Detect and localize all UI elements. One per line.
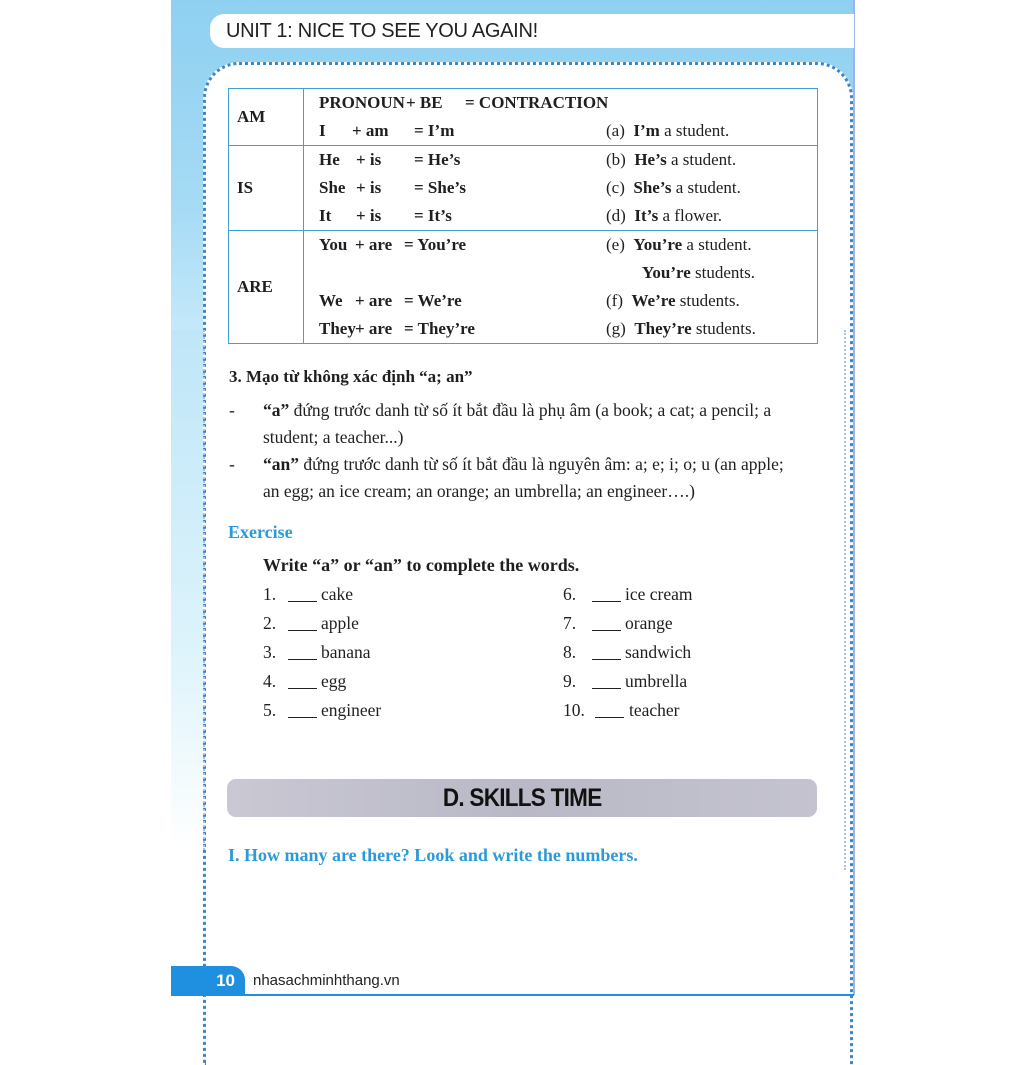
- example-label: (g): [606, 319, 626, 338]
- table-row: [304, 174, 817, 202]
- table-group-are: [229, 231, 818, 344]
- item-word: egg: [321, 671, 347, 691]
- answer-blank[interactable]: [595, 717, 624, 718]
- example-bold: He’s: [634, 150, 667, 169]
- example-label: (f): [606, 291, 623, 310]
- table-content: [304, 146, 818, 231]
- be-form: + am: [352, 121, 389, 140]
- be-form: + are: [355, 319, 393, 338]
- example-bold: It’s: [634, 206, 659, 225]
- contraction: = I’m: [414, 121, 455, 140]
- table-content: [304, 89, 818, 146]
- item-number: 9.: [563, 671, 577, 691]
- table-row: [304, 117, 817, 145]
- be-form: + are: [355, 291, 393, 310]
- be-form: + is: [356, 206, 382, 225]
- be-cell: ARE: [229, 231, 304, 344]
- contraction: = It’s: [414, 206, 452, 225]
- example-label: (c): [606, 178, 625, 197]
- item-number: 5.: [263, 700, 277, 720]
- footer-rule: [171, 994, 854, 996]
- unit-header: [210, 14, 854, 48]
- example-label: (b): [606, 150, 626, 169]
- frame-left-dots: [203, 330, 205, 850]
- example: [606, 150, 736, 170]
- answer-blank[interactable]: [592, 630, 621, 631]
- pronoun: It: [319, 206, 332, 225]
- example-bold: She’s: [633, 178, 672, 197]
- table-row: [304, 259, 817, 287]
- answer-blank[interactable]: [288, 717, 317, 718]
- be-form: + is: [356, 150, 382, 169]
- item-word: apple: [321, 613, 359, 633]
- example-bold: You’re: [642, 263, 691, 282]
- table-content: [304, 231, 818, 344]
- example-rest: a flower.: [658, 206, 722, 225]
- pronoun: He: [319, 150, 340, 169]
- bullet-line2: an egg; an ice cream; an orange; an umbrella; an engineer….): [263, 481, 695, 501]
- left-margin-strip: [171, 330, 206, 850]
- page-edge: [853, 0, 855, 995]
- exercise-title: Exercise: [228, 522, 293, 542]
- item-word: teacher: [629, 700, 680, 720]
- item-number: 6.: [563, 584, 577, 604]
- unit-title: UNIT 1: NICE TO SEE YOU AGAIN!: [226, 19, 538, 42]
- example-label: (a): [606, 121, 625, 140]
- example: [606, 291, 740, 311]
- example-rest: students.: [675, 291, 740, 310]
- example: [606, 206, 722, 226]
- answer-blank[interactable]: [288, 659, 317, 660]
- answer-blank[interactable]: [288, 630, 317, 631]
- section-banner: [227, 779, 817, 817]
- publisher-site: nhasachminhthang.vn: [253, 972, 400, 989]
- example-rest: a student.: [682, 235, 752, 254]
- item-number: 7.: [563, 613, 577, 633]
- contraction: = They’re: [404, 319, 475, 338]
- table-group-am: [229, 89, 818, 146]
- bullet-dash: -: [229, 454, 235, 474]
- item-word: engineer: [321, 700, 382, 720]
- contraction: = You’re: [404, 235, 467, 254]
- contraction: = He’s: [414, 150, 461, 169]
- bullet-line1: đứng trước danh từ số ít bắt đầu là nguyên âm: a; e; i; o; u (an apple;: [298, 454, 784, 474]
- contraction-table: [228, 88, 818, 344]
- example-rest: a student.: [666, 150, 737, 169]
- page-number: 10: [216, 970, 235, 990]
- answer-blank[interactable]: [288, 688, 317, 689]
- example-label: (e): [606, 235, 625, 254]
- be-form: + are: [355, 235, 393, 254]
- example-bold: I’m: [633, 121, 660, 140]
- item-number: 3.: [263, 642, 277, 662]
- table-row: [304, 287, 817, 315]
- pronoun: She: [319, 178, 346, 197]
- bullet-line1: đứng trước danh từ số ít bắt đầu là phụ âm (a book; a cat; a pencil; a: [289, 400, 772, 420]
- table-group-is: [229, 146, 818, 231]
- be-form: + is: [356, 178, 382, 197]
- item-number: 8.: [563, 642, 577, 662]
- bullet-text: [263, 397, 823, 451]
- example-bold: They’re: [634, 319, 692, 338]
- item-word: umbrella: [625, 671, 688, 691]
- pronoun: I: [319, 121, 326, 140]
- example: [606, 319, 756, 339]
- table-row: [304, 315, 817, 343]
- contraction: = She’s: [414, 178, 467, 197]
- item-word: banana: [321, 642, 371, 662]
- item-number: 1.: [263, 584, 277, 604]
- example-rest: students.: [691, 319, 756, 338]
- bullet-text: [263, 451, 823, 505]
- answer-blank[interactable]: [592, 601, 621, 602]
- section-title: 3. Mạo từ không xác định “a; an”: [229, 367, 473, 386]
- contraction: = We’re: [404, 291, 462, 310]
- table-header-row: [304, 89, 817, 117]
- example-rest: a student.: [671, 178, 741, 197]
- page-number-tab: [171, 966, 245, 995]
- answer-blank[interactable]: [288, 601, 317, 602]
- skills-question: I. How many are there? Look and write the numbers.: [228, 845, 638, 865]
- answer-blank[interactable]: [592, 659, 621, 660]
- table-row: [304, 231, 817, 259]
- answer-blank[interactable]: [592, 688, 621, 689]
- table-row: [304, 202, 817, 230]
- item-number: 4.: [263, 671, 277, 691]
- example-label: (d): [606, 206, 626, 225]
- header-pronoun: PRONOUN: [319, 93, 405, 112]
- item-word: cake: [321, 584, 354, 604]
- pronoun: You: [319, 235, 348, 254]
- bullet-dash: -: [229, 400, 235, 420]
- pronoun: They: [319, 319, 356, 338]
- example: [642, 263, 755, 283]
- example-rest: students.: [690, 263, 756, 282]
- example-bold: You’re: [633, 235, 683, 254]
- table-row: [304, 146, 817, 174]
- item-word: orange: [625, 613, 673, 633]
- item-word: sandwich: [625, 642, 692, 662]
- bullet-bold: “a”: [263, 400, 290, 420]
- frame-right-dots: [844, 330, 846, 870]
- bullet-bold: “an”: [263, 454, 299, 474]
- bullet-line2: student; a teacher...): [263, 427, 404, 447]
- item-word: ice cream: [625, 584, 693, 604]
- example: [606, 178, 741, 198]
- be-cell: AM: [229, 89, 304, 146]
- be-cell: IS: [229, 146, 304, 231]
- example-rest: a student.: [659, 121, 730, 140]
- example: [606, 121, 729, 141]
- example: [606, 235, 752, 255]
- exercise-instruction: Write “a” or “an” to complete the words.: [263, 555, 580, 575]
- item-number: 2.: [263, 613, 277, 633]
- pronoun: We: [319, 291, 343, 310]
- header-be: + BE: [406, 93, 443, 112]
- header-contraction: = CONTRACTION: [465, 93, 609, 112]
- item-number: 10.: [563, 700, 585, 720]
- banner-title: D. SKILLS TIME: [442, 783, 602, 812]
- example-bold: We’re: [631, 291, 676, 310]
